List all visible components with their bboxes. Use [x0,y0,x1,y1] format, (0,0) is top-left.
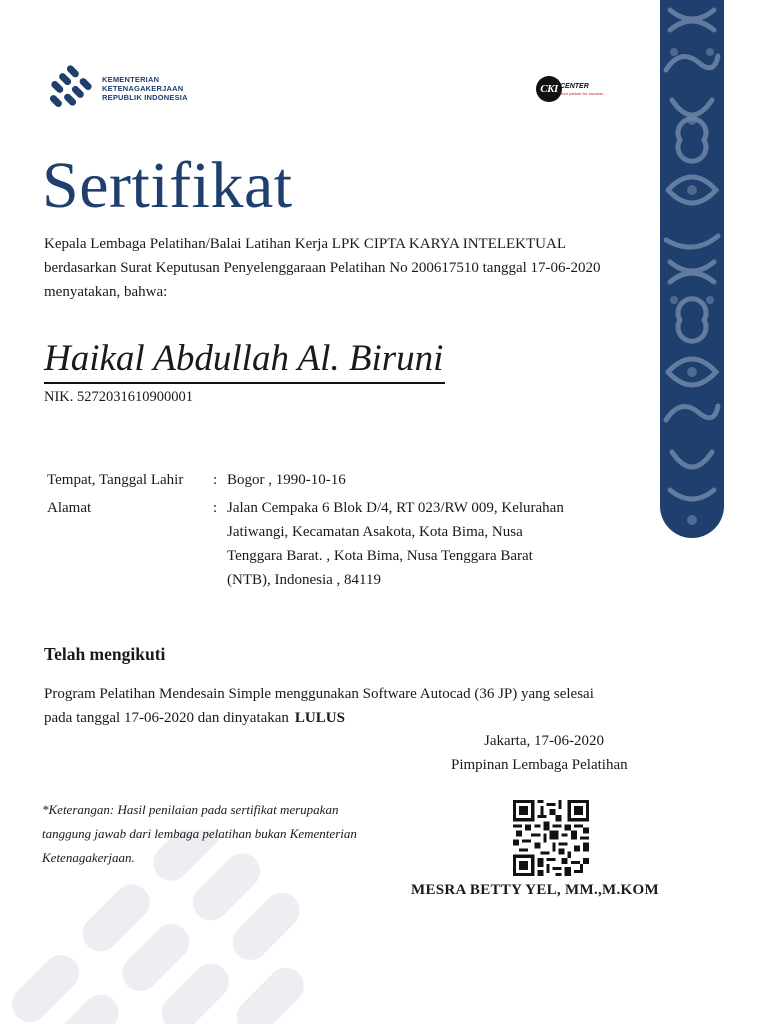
recipient-details [44,468,567,592]
address-separator: : [213,500,218,516]
certificate-title: Sertifikat [42,149,293,222]
intro-statement: Kepala Lembaga Pelatihan/Balai Latihan Kerja LPK CIPTA KARYA INTELEKTUAL berdasarkan Surat Keputusan Penyelenggaraan Pelatihan No 200617510 tanggal 17-06-2020 menyatakan, bahwa: [44,236,601,300]
address-row [44,496,567,592]
ministry-name-line1: KEMENTERIAN [102,74,160,84]
program-text: Program Pelatihan Mendesain Simple menggunakan Software Autocad (36 JP) yang selesai pada tanggal 17-06-2020 dan dinyatakan [44,686,594,726]
ministry-emblem-icon [44,64,94,112]
birth-value: Bogor , 1990-10-16 [227,472,346,488]
lpk-logo-mark: CKI [536,76,562,102]
lpk-logo-word: CENTER [560,82,589,90]
recipient-name: Haikal Abdullah Al. Biruni [44,336,445,384]
birth-label: Tempat, Tanggal Lahir [47,472,184,488]
ribbon-ornament [660,0,724,538]
signature-city-date: Jakarta, 17-06-2020 [484,733,604,749]
signer-name: MESRA BETTY YEL, MM.,M.KOM [411,882,659,898]
birth-row [44,468,567,492]
qr-code-icon [513,800,589,876]
lpk-logo [536,76,603,102]
lpk-logo-tagline: Your partner for success [560,90,604,96]
result-status: LULUS [294,710,345,726]
address-label: Alamat [47,500,92,516]
disclaimer-note: *Keterangan: Hasil penilaian pada sertifikat merupakan tanggung jawab dari lembaga pelatihan bukan Kementerian Ketenagakerjaan. [42,802,357,865]
ministry-name-line3: REPUBLIK INDONESIA [102,92,188,102]
ministry-name-line2: KETENAGAKERJAAN [102,83,184,93]
decorative-ribbon [660,0,724,538]
followed-heading: Telah mengikuti [44,644,166,664]
birth-separator: : [213,472,218,488]
signature-title: Pimpinan Lembaga Pelatihan [451,757,628,773]
ministry-name [102,75,188,102]
ministry-logo [44,64,188,112]
recipient-nik: NIK. 5272031610900001 [44,389,194,405]
program-description [44,682,624,730]
address-value: Jalan Cempaka 6 Blok D/4, RT 023/RW 009, Kelurahan Jatiwangi, Kecamatan Asakota, Kota Bima, Nusa Tenggara Barat. , Kota Bima, Nusa Tenggara Barat (NTB), Indonesia , 84119 [227,500,564,588]
